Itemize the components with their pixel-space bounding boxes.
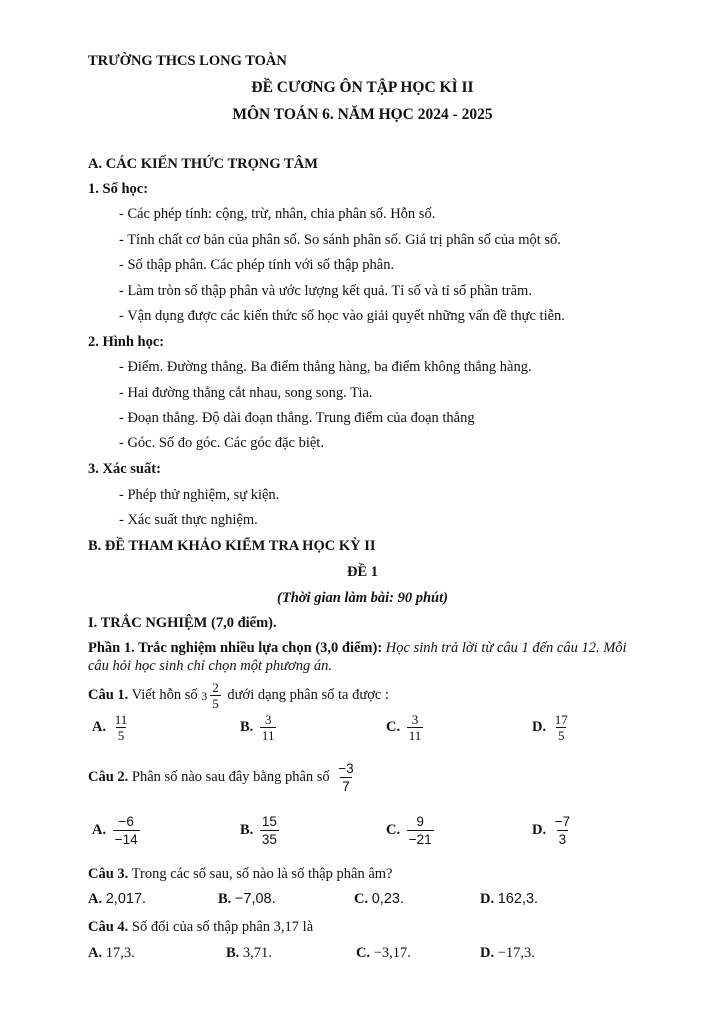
question-label: Câu 4. (88, 919, 129, 935)
option-b[interactable] (240, 813, 282, 848)
list-item: - Hai đường thẳng cắt nhau, song song. Tia. (119, 385, 373, 401)
exam-time: (Thời gian làm bài: 90 phút) (277, 590, 448, 606)
fraction-denominator: 11 (261, 728, 275, 743)
list-item: - Tính chất cơ bản của phân số. So sánh phân số. Giá trị phân số của một số. (119, 232, 561, 248)
option-c[interactable] (354, 891, 404, 908)
option-value: 0,23. (371, 891, 404, 907)
group-title-arithmetic: 1. Số học: (88, 181, 149, 197)
option-a[interactable] (92, 813, 143, 848)
option-label: A. (92, 822, 107, 838)
list-item: - Điểm. Đường thẳng. Ba điểm thẳng hàng, ba điểm không thẳng hàng. (119, 359, 532, 375)
option-d[interactable] (480, 891, 538, 908)
fraction (407, 813, 434, 848)
part1-instructions (88, 639, 627, 657)
question-label: Câu 2. (88, 769, 129, 785)
fraction-numerator: 15 (261, 814, 277, 829)
part1-title: Phần 1. Trắc nghiệm nhiều lựa chọn (3,0 điểm): (88, 640, 383, 656)
option-label: A. (88, 945, 103, 962)
fraction (553, 813, 572, 848)
exam-label: ĐỀ 1 (346, 564, 379, 580)
fraction-denominator: −14 (114, 832, 138, 847)
part1-note: Học sinh trả lời từ câu 1 đến câu 12. Mỗi (385, 640, 627, 656)
fraction (113, 712, 130, 743)
list-item: - Số thập phân. Các phép tính với số thập phân. (119, 257, 395, 273)
document-subtitle: MÔN TOÁN 6. NĂM HỌC 2024 - 2025 (232, 106, 493, 123)
option-label: B. (218, 891, 232, 908)
fraction-numerator: −3 (338, 761, 354, 777)
fraction-numerator: 3 (264, 712, 272, 727)
mixed-number (201, 680, 224, 712)
option-c[interactable] (356, 945, 411, 962)
option-b[interactable] (226, 945, 272, 962)
fraction (407, 712, 424, 743)
fraction-denominator: 11 (408, 728, 422, 743)
question-4 (88, 918, 313, 936)
option-value: 17,3. (105, 945, 135, 961)
group-title-geometry: 2. Hình học: (88, 334, 165, 350)
option-b[interactable] (218, 891, 276, 908)
option-label: C. (386, 719, 401, 735)
fraction-numerator: 17 (554, 712, 568, 727)
option-c[interactable] (386, 813, 437, 848)
option-label: D. (480, 945, 495, 962)
option-value: 3,71. (242, 945, 272, 961)
option-value: −17,3. (497, 945, 535, 961)
question-3 (88, 865, 393, 883)
fraction-denominator: −21 (408, 832, 432, 847)
mixed-whole: 3 (201, 688, 208, 703)
option-value: 2,017. (105, 891, 147, 907)
fraction-denominator: 5 (117, 728, 125, 743)
list-item: - Các phép tính: cộng, trừ, nhân, chia phân số. Hỗn số. (119, 206, 436, 222)
list-item: - Phép thử nghiệm, sự kiện. (119, 487, 280, 503)
option-c[interactable] (386, 712, 426, 743)
part1-note-cont: câu hỏi học sinh chỉ chọn một phương án. (88, 658, 332, 674)
fraction-numerator: −6 (118, 814, 134, 829)
fraction (113, 813, 140, 848)
question-2 (88, 757, 359, 797)
fraction (260, 712, 277, 743)
option-label: D. (480, 891, 495, 908)
list-item: - Làm tròn số thập phân và ước lượng kết quả. Tỉ số và tỉ số phần trăm. (119, 283, 532, 299)
option-b[interactable] (240, 712, 279, 743)
fraction-denominator: 3 (558, 832, 567, 847)
fraction-denominator: 5 (212, 696, 219, 712)
option-value: −7,08. (234, 891, 276, 907)
question-text: Trong các số sau, số nào là số thập phân âm? (131, 866, 393, 882)
option-label: B. (240, 822, 254, 838)
list-item: - Góc. Số đo góc. Các góc đặc biệt. (119, 435, 324, 451)
document-title: ĐỀ CƯƠNG ÔN TẬP HỌC KÌ II (251, 79, 474, 96)
list-item: - Xác suất thực nghiệm. (119, 512, 258, 528)
option-d[interactable] (532, 712, 573, 743)
option-d[interactable] (532, 813, 575, 848)
group-title-probability: 3. Xác suất: (88, 461, 161, 477)
question-text: dưới dạng phân số ta được : (227, 687, 389, 703)
fraction (210, 680, 221, 711)
fraction-denominator: 7 (342, 779, 350, 795)
fraction-numerator: 11 (114, 712, 128, 727)
fraction-denominator: 5 (557, 728, 565, 743)
option-value: −3,17. (373, 945, 411, 961)
option-label: A. (92, 719, 107, 735)
fraction (553, 712, 570, 743)
option-value: 162,3. (497, 891, 539, 907)
fraction-numerator: 2 (212, 680, 219, 696)
section-a-heading: A. CÁC KIẾN THỨC TRỌNG TÂM (88, 156, 318, 172)
school-name: TRƯỜNG THCS LONG TOÀN (88, 53, 287, 69)
option-label: B. (226, 945, 240, 962)
option-label: C. (356, 945, 371, 962)
option-d[interactable] (480, 945, 535, 962)
question-label: Câu 3. (88, 866, 129, 882)
question-text: Viết hỗn số (131, 687, 198, 703)
fraction-numerator: 3 (411, 712, 419, 727)
question-1 (88, 679, 389, 712)
option-label: D. (532, 822, 547, 838)
option-label: D. (532, 719, 547, 735)
question-label: Câu 1. (88, 687, 129, 703)
fraction (336, 760, 355, 795)
option-a[interactable] (88, 945, 135, 962)
question-text: Phân số nào sau đây bằng phân số (131, 769, 330, 785)
option-label: C. (386, 822, 401, 838)
fraction-numerator: −7 (554, 814, 571, 829)
option-a[interactable] (88, 891, 146, 908)
part-heading: I. TRẮC NGHIỆM (7,0 điểm). (88, 615, 277, 631)
option-a[interactable] (92, 712, 132, 743)
section-b-heading: B. ĐỀ THAM KHẢO KIỂM TRA HỌC KỲ II (88, 538, 376, 554)
list-item: - Đoạn thẳng. Độ dài đoạn thẳng. Trung điểm của đoạn thẳng (119, 410, 475, 426)
question-text: Số đối của số thập phân 3,17 là (131, 919, 314, 935)
fraction-denominator: 35 (261, 832, 277, 847)
option-label: A. (88, 891, 103, 908)
option-label: C. (354, 891, 369, 908)
option-label: B. (240, 719, 254, 735)
fraction-numerator: 9 (416, 814, 424, 829)
fraction (260, 813, 279, 848)
list-item: - Vận dụng được các kiến thức số học vào giải quyết những vấn đề thực tiễn. (119, 308, 565, 324)
